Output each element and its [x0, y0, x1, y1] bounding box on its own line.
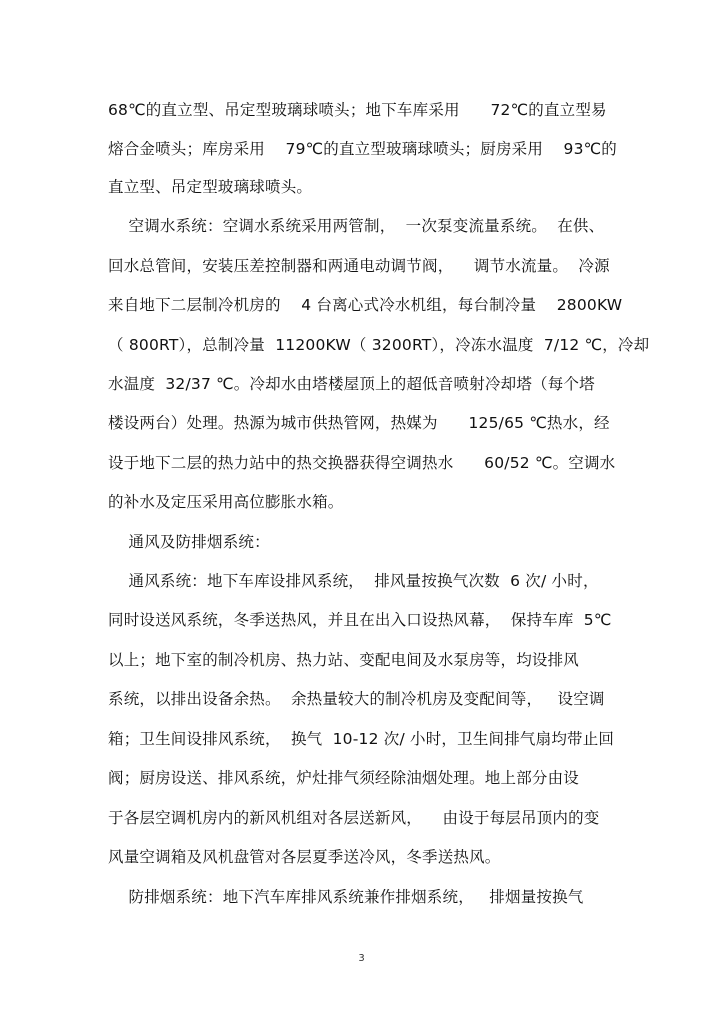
text-line: 于各层空调机房内的新风机组对各层送新风， 由设于每层吊顶内的变: [108, 809, 600, 827]
text-line: 回水总管间，安装压差控制器和两通电动调节阀， 调节水流量。 冷源: [108, 257, 610, 275]
text-line: 空调水系统：空调水系统采用两管制， 一次泵变流量系统。 在供、: [108, 217, 605, 235]
text-line: 箱；卫生间设排风系统， 换气 10-12 次/ 小时，卫生间排气扇均带止回: [108, 730, 615, 748]
text-line: 系统，以排出设备余热。 余热量较大的制冷机房及变配间等， 设空调: [108, 690, 605, 708]
text-line: 的补水及定压采用高位膨胀水箱。: [108, 493, 344, 511]
text-line: （ 800RT），总制冷量 11200KW（ 3200RT），冷冻水温度 7/12 ℃，冷却: [108, 336, 650, 354]
text-line: 风量空调箱及风机盘管对各层夏季送冷风，冬季送热风。: [108, 848, 501, 866]
text-line: 楼设两台）处理。热源为城市供热管网，热媒为 125/65 ℃热水，经: [108, 414, 610, 432]
text-line: 通风系统：地下车库设排风系统， 排风量按换气次数 6 次/ 小时，: [108, 572, 599, 590]
text-line: 熔合金喷头；库房采用 79℃的直立型玻璃球喷头；厨房采用 93℃的: [108, 140, 617, 158]
text-line: 防排烟系统：地下汽车库排风系统兼作排烟系统， 排烟量按换气: [108, 888, 584, 906]
page-number: 3: [358, 953, 365, 964]
text-line: 水温度 32/37 ℃。冷却水由塔楼屋顶上的超低音喷射冷却塔（每个塔: [108, 375, 595, 393]
text-line: 来自地下二层制冷机房的 4 台离心式冷水机组，每台制冷量 2800KW: [108, 296, 623, 314]
text-line: 68℃的直立型、吊定型玻璃球喷头；地下车库采用 72℃的直立型易: [108, 101, 607, 119]
text-line: 同时设送风系统，冬季送热风，并且在出入口设热风幕， 保持车库 5℃: [108, 611, 612, 629]
text-line: 设于地下二层的热力站中的热交换器获得空调热水 60/52 ℃。空调水: [108, 454, 616, 472]
section-heading: 通风及防排烟系统：: [108, 533, 270, 551]
text-line: 以上；地下室的制冷机房、热力站、变配电间及水泵房等，均设排风: [108, 651, 580, 669]
text-line: 阀；厨房设送、排风系统，炉灶排气须经除油烟处理。地上部分由设: [108, 769, 580, 787]
text-line: 直立型、吊定型玻璃球喷头。: [108, 178, 313, 196]
